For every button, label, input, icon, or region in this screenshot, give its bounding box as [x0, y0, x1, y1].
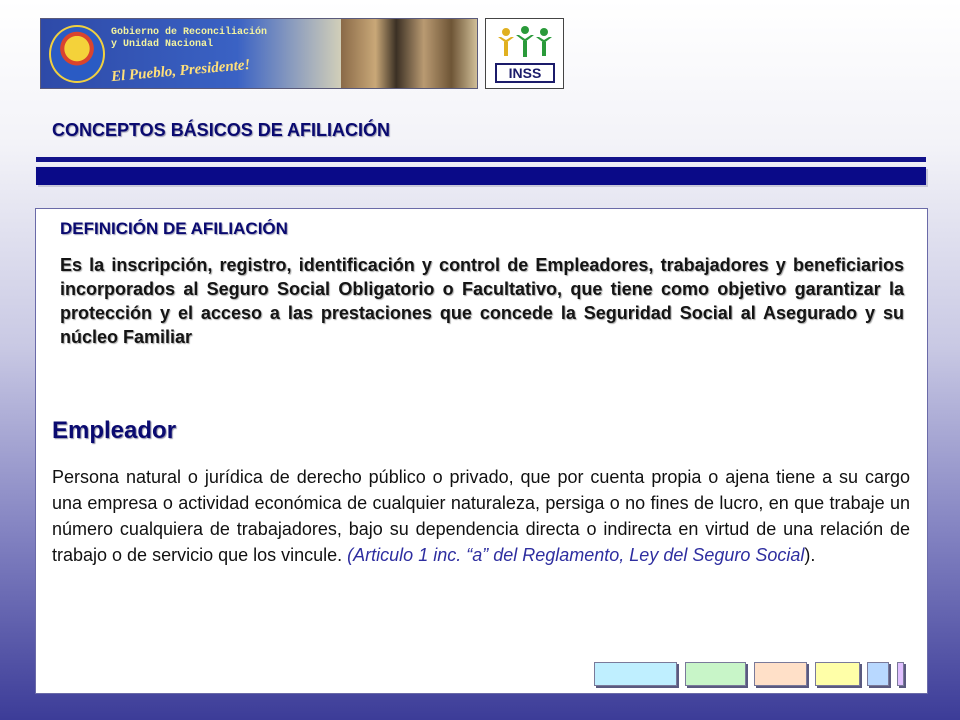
swatch-blue: [867, 662, 889, 686]
inss-logo: [485, 18, 564, 89]
definition-body: Es la inscripción, registro, identificación y control de Empleadores, trabajadores y beneficiarios incorporados al Seguro Social Obligatorio o Facultativo, que tiene como objetivo garantizar la protección y el acceso a las prestaciones que concede la Seguridad Social al Asegurado y su núcleo Familiar: [60, 255, 904, 347]
empleador-title: Empleador: [52, 417, 177, 444]
inss-label: INSS: [495, 63, 555, 83]
government-name-line1: Gobierno de Reconciliación: [111, 27, 268, 38]
government-name-line2: y Unidad Nacional: [111, 39, 214, 50]
empleador-citation: (Articulo 1 inc. “a” del Reglamento, Ley del Seguro Social: [347, 545, 805, 565]
header-bar-divider: [36, 167, 926, 185]
definition-title: DEFINICIÓN DE AFILIACIÓN: [60, 219, 288, 238]
government-slogan: El Pueblo, Presidente!: [110, 56, 251, 86]
portraits-image: [341, 19, 478, 89]
inss-people-icon: [494, 25, 556, 59]
content-panel: [35, 208, 928, 694]
empleador-text: Persona natural o jurídica de derecho público o privado, que por cuenta propia o ajena tiene a su cargo una empresa o actividad económica de cualquier naturaleza, persiga o no fines de lucro, en que trabaje un número cualquiera de trabajadores, bajo su dependencia directa o indirecta en virtud de una relación de trabajo o de servicio que los vincule.: [52, 467, 910, 565]
swatch-yellow: [815, 662, 860, 686]
swatch-cyan: [594, 662, 677, 686]
swatch-green: [685, 662, 746, 686]
swatch-violet: [897, 662, 904, 686]
page-title: CONCEPTOS BÁSICOS DE AFILIACIÓN: [52, 120, 391, 140]
swatch-peach: [754, 662, 807, 686]
empleador-citation-end: ).: [804, 545, 816, 565]
government-name: [111, 27, 291, 51]
government-logo-banner: [40, 18, 478, 89]
title-underline-divider: [36, 157, 926, 162]
nicaragua-emblem-icon: [49, 25, 105, 83]
empleador-body: [52, 464, 910, 568]
